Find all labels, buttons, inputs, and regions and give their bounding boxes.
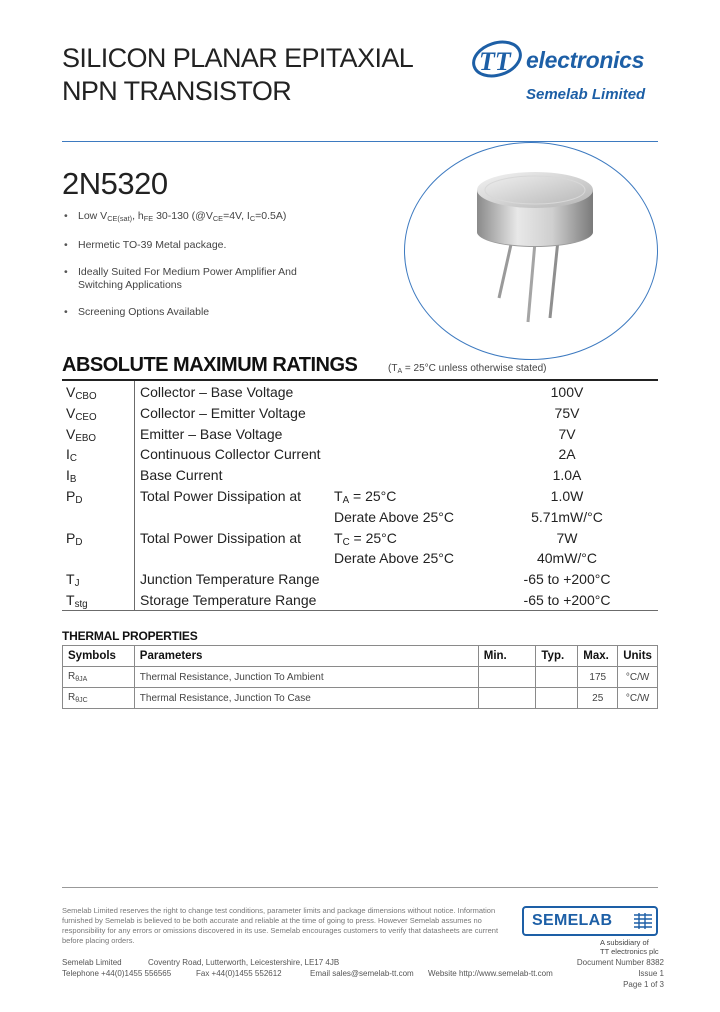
feature-item: • Low $V_{CE(sat)}$, $h_{FE}$ 30-130 ($@V_{CE}=4V$, $I_C=0.5A$)	[64, 210, 287, 223]
value-cell: -65 to +200°C	[523, 571, 611, 588]
logo-wordmark: electronics	[526, 47, 645, 73]
typ-cell	[536, 688, 578, 709]
semelab-grid-icon	[634, 913, 652, 929]
parameter-cell: Total Power Dissipation at	[140, 529, 302, 546]
min-cell	[478, 667, 536, 688]
value-cell: 7V	[558, 425, 576, 442]
amr-heading: ABSOLUTE MAXIMUM RATINGS	[62, 354, 358, 376]
symbol-cell: $V_{CEO}$	[66, 404, 97, 423]
symbol-cell: $R_{\theta JC}$	[63, 688, 135, 709]
units-cell: °C/W	[618, 688, 658, 709]
condition-cell: $T_C = 25^\circ C$	[334, 529, 397, 548]
condition-cell: Derate Above 25°C	[334, 508, 455, 525]
part-number: 2N5320	[62, 166, 168, 201]
table-row	[62, 548, 658, 569]
parameter-cell: Emitter – Base Voltage	[140, 425, 283, 442]
company-address: Coventry Road, Lutterworth, Leicestershire, LE17 4JB	[148, 958, 340, 967]
symbol-cell: $I_B$	[66, 467, 77, 486]
symbol-cell: $T_J$	[66, 571, 80, 590]
condition-cell: Derate Above 25°C	[334, 550, 455, 567]
value-cell: 2A	[558, 446, 576, 463]
disclaimer-text: Semelab Limited reserves the right to change test conditions, parameter limits and package dimensions without notice. Information furnished by Semelab is believed to be both accurate and reliable at the time of going to press. However Semelab assumes no responsibility for any errors or omissions discovered in its use. Semelab encourages customers to verify that datasheets are current before placing orders.	[62, 906, 499, 945]
parameter-cell: Base Current	[140, 467, 223, 484]
parameter-cell: Collector – Emitter Voltage	[140, 404, 306, 421]
units-cell: °C/W	[618, 667, 658, 688]
email-link[interactable]: Email sales@semelab-tt.com	[310, 969, 414, 978]
col-units: Units	[618, 646, 658, 667]
website-link[interactable]: Website http://www.semelab-tt.com	[428, 969, 553, 978]
telephone: Telephone +44(0)1455 556565	[62, 969, 172, 978]
bullet-icon: •	[64, 306, 68, 318]
title-line-1: SILICON PLANAR EPITAXIAL	[62, 43, 414, 73]
table-row	[62, 528, 658, 549]
table-row	[62, 486, 658, 507]
feature-item: • Ideally Suited For Medium Power Amplifier And Switching Applications	[64, 266, 297, 291]
amr-conditions-note: ($T_A = 25^\circ C$ unless otherwise stated)	[388, 363, 547, 375]
col-symbols: Symbols	[63, 646, 135, 667]
thermal-heading: THERMAL PROPERTIES	[62, 629, 198, 643]
table-row	[63, 688, 658, 709]
max-cell: 175	[578, 667, 618, 688]
parameter-cell: Collector – Base Voltage	[140, 384, 294, 400]
value-cell: 75V	[554, 404, 580, 421]
symbol-cell: $V_{CBO}$	[66, 384, 97, 402]
value-cell: 100V	[550, 384, 584, 400]
col-max: Max.	[578, 646, 618, 667]
parameter-cell: Thermal Resistance, Junction To Ambient	[134, 667, 478, 688]
table-row	[62, 507, 658, 528]
value-cell: -65 to +200°C	[523, 592, 611, 608]
table-row	[63, 667, 658, 688]
parameter-cell: Junction Temperature Range	[140, 571, 320, 588]
col-typ: Typ.	[536, 646, 578, 667]
value-cell: 7W	[556, 529, 578, 546]
table-row	[62, 465, 658, 486]
table-row	[62, 424, 658, 445]
min-cell	[478, 688, 536, 709]
table-row	[62, 382, 658, 403]
document-number: Document Number 8382	[576, 958, 664, 967]
page-number: Page 1 of 3	[623, 980, 664, 989]
table-row	[62, 444, 658, 465]
bullet-icon: •	[64, 266, 68, 278]
parameter-cell: Total Power Dissipation at	[140, 488, 302, 504]
table-row	[62, 403, 658, 424]
amr-top-rule	[62, 379, 658, 381]
value-cell: 1.0A	[552, 467, 582, 484]
to39-transistor-image	[470, 150, 600, 330]
feature-item: • Screening Options Available	[64, 306, 210, 318]
svg-text:TT: TT	[479, 47, 511, 76]
value-cell: 5.71mW/°C	[531, 508, 603, 525]
title-line-2: NPN TRANSISTOR	[62, 76, 292, 106]
subsidiary-note: A subsidiary of TT electronics plc	[600, 938, 659, 956]
value-cell: 1.0W	[550, 488, 584, 504]
table-row	[62, 590, 658, 611]
thermal-table	[62, 645, 658, 709]
symbol-cell: $P_D$	[66, 529, 83, 548]
bullet-icon: •	[64, 239, 68, 251]
symbol-cell: $T_{stg}$	[66, 592, 88, 610]
table-row	[62, 569, 658, 590]
symbol-cell: $I_C$	[66, 446, 77, 465]
parameter-cell: Thermal Resistance, Junction To Case	[134, 688, 478, 709]
footer-divider	[62, 887, 658, 888]
parameter-cell: Storage Temperature Range	[140, 592, 317, 608]
symbol-cell: $V_{EBO}$	[66, 425, 97, 444]
max-cell: 25	[578, 688, 618, 709]
issue-number: Issue 1	[638, 969, 664, 978]
header-divider	[62, 141, 658, 142]
bullet-icon: •	[64, 210, 68, 222]
feature-item: • Hermetic TO-39 Metal package.	[64, 239, 227, 251]
col-min: Min.	[478, 646, 536, 667]
tt-electronics-logo	[470, 38, 670, 108]
tt-logo-icon	[470, 40, 524, 82]
symbol-cell: $P_D$	[66, 488, 83, 506]
semelab-logo	[522, 906, 658, 936]
symbol-cell: $R_{\theta JA}$	[63, 667, 135, 688]
parameter-cell: Continuous Collector Current	[140, 446, 321, 463]
thermal-header-row	[63, 646, 658, 667]
condition-cell: $T_A = 25^\circ C$	[334, 488, 397, 506]
logo-company: Semelab Limited	[526, 86, 646, 103]
amr-column-divider	[134, 381, 135, 611]
company-name: Semelab Limited	[62, 958, 122, 967]
document-title	[62, 42, 413, 108]
value-cell: 40mW/°C	[536, 550, 598, 567]
feature-list	[62, 210, 362, 333]
typ-cell	[536, 667, 578, 688]
col-parameters: Parameters	[134, 646, 478, 667]
fax: Fax +44(0)1455 552612	[196, 969, 282, 978]
semelab-wordmark: SEMELAB	[532, 912, 613, 929]
amr-bottom-rule	[62, 610, 658, 611]
